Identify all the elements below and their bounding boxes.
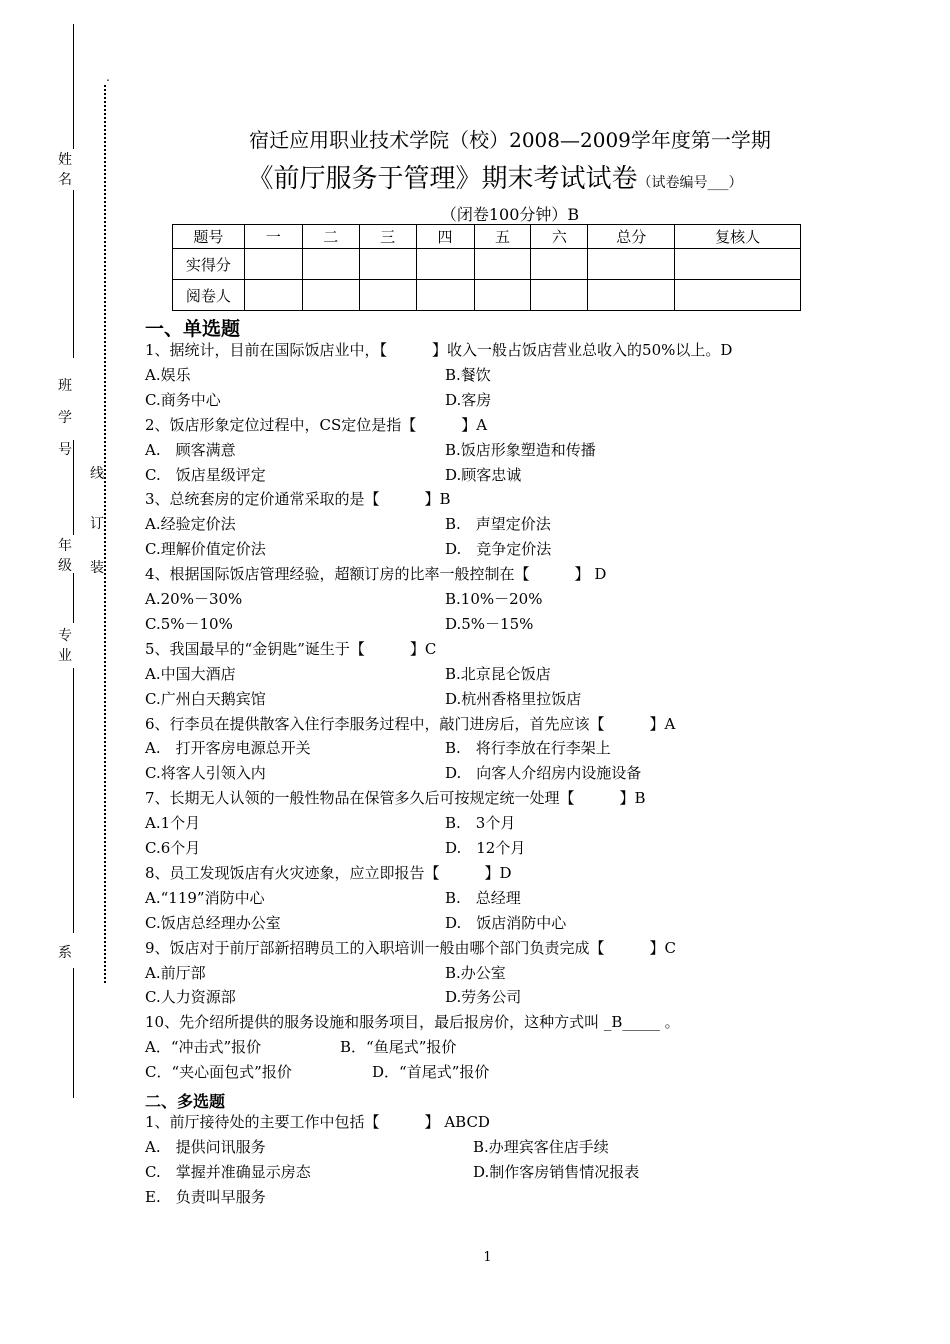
score-cell[interactable] [416,280,474,311]
score-cell[interactable] [302,280,359,311]
option: D.制作客房销售情况报表 [473,1162,640,1181]
option: D. 饭店消防中心 [445,913,567,932]
question-text: 7、长期无人认领的一般性物品在保管多久后可按规定统一处理【 】B [145,789,646,808]
option: B. 将行李放在行李架上 [445,739,611,758]
option: B.餐饮 [445,365,491,384]
vertical-char: 线 [90,466,104,482]
grade-label [56,538,74,574]
option: B.办理宾客住店手续 [473,1137,609,1156]
question-text: 9、饭店对于前厅部新招聘员工的入职培训一般由哪个部门负责完成【 】C [145,938,677,957]
paper-number: （试卷编号___） [637,175,743,191]
score-cell[interactable] [675,280,801,311]
score-header-cell: 题号 [173,225,245,249]
score-cell[interactable] [244,249,302,280]
score-cell[interactable] [244,280,302,311]
option: D.5%－15% [445,614,534,633]
option: D. 竞争定价法 [445,540,552,559]
vertical-char: 订 [90,516,104,532]
major-label [56,628,74,664]
score-cell[interactable] [531,280,588,311]
score-header-cell: 一 [244,225,302,249]
seal-char [88,466,106,482]
score-row-label: 阅卷人 [173,280,245,311]
option: B. 总经理 [445,888,521,907]
option: C. 掌握并准确显示房态 [145,1162,311,1181]
option: C. 饭店星级评定 [145,465,266,484]
question-text: 10、先介绍所提供的服务设施和服务项目，最后报房价，这种方式叫 _B_____ 。 [145,1013,680,1032]
dot-mark: . [106,70,110,84]
question-text: 2、饭店形象定位过程中，CS定位是指【 】A [145,415,488,434]
score-cell[interactable] [531,249,588,280]
option: C.饭店总经理办公室 [145,913,281,932]
question-text: 1、据统计，目前在国际饭店业中，【 】收入一般占饭店营业总收入的50%以上。D [145,341,733,359]
score-row-label: 实得分 [173,249,245,280]
seal-char [88,560,106,576]
score-header-cell: 二 [302,225,359,249]
option: B．“鱼尾式”报价 [340,1038,457,1057]
vertical-char: 业 [58,648,72,664]
option: B.办公室 [445,963,506,982]
option: C．“夹心面包式”报价 [145,1063,292,1082]
option: D.杭州香格里拉饭店 [445,689,582,708]
option: D．“首尾式”报价 [372,1063,490,1082]
binding-rule [73,968,74,1098]
option: A.中国大酒店 [145,664,236,683]
option: C.6个月 [145,839,201,857]
score-cell[interactable] [588,249,675,280]
option: A.前厅部 [145,963,206,982]
score-cell[interactable] [359,280,416,311]
score-header-cell: 复核人 [675,225,801,249]
dept-label [56,945,74,961]
option: B. 声望定价法 [445,515,551,534]
option: A.“119”消防中心 [145,888,265,907]
score-header-cell: 三 [359,225,416,249]
page-number: 1 [483,1250,492,1265]
option: A.经验定价法 [145,515,236,534]
option: B. 3个月 [445,814,516,833]
option: C.商务中心 [145,390,221,409]
score-header-cell: 总分 [588,225,675,249]
question-text: 4、根据国际饭店管理经验，超额订房的比率一般控制在【 】 D [145,565,607,584]
option: D. 向客人介绍房内设施设备 [445,764,642,783]
score-cell[interactable] [359,249,416,280]
question-text: 5、我国最早的“金钥匙”诞生于【 】C [145,639,437,658]
option: C.理解价值定价法 [145,540,266,559]
vertical-char: 班 [58,378,72,394]
option: D.客房 [445,390,492,409]
question-text: 6、行李员在提供散客入住行李服务过程中，敲门进房后，首先应该【 】A [145,714,676,733]
score-cell[interactable] [474,280,531,311]
option: B.北京昆仑饭店 [445,664,551,683]
option: A. 打开客房电源总开关 [145,739,311,758]
section-title: 一、单选题 [145,318,241,340]
class-label [56,378,74,458]
vertical-char: 号 [58,442,72,458]
vertical-char: 年 [58,538,72,554]
option: A.娱乐 [145,365,191,384]
binding-rule [73,668,74,933]
option: A.1个月 [145,814,201,833]
option: A．“冲击式”报价 [145,1038,262,1057]
option: B.10%－20% [445,590,543,608]
binding-rule [73,573,74,623]
option: D.顾客忠诚 [445,465,522,484]
option: D. 12个月 [445,839,526,857]
score-cell[interactable] [588,280,675,311]
section-title: 二、多选题 [145,1092,226,1111]
school-title: 宿迁应用职业技术学院（校）2008—2009学年度第一学期 [249,128,771,152]
question-text: 1、前厅接待处的主要工作中包括【 】 ABCD [145,1112,490,1131]
option: B.饭店形象塑造和传播 [445,440,596,459]
score-cell[interactable] [675,249,801,280]
option: A.20%－30% [145,590,243,608]
score-header-cell: 五 [474,225,531,249]
option: C.人力资源部 [145,988,236,1007]
score-header-cell: 四 [416,225,474,249]
score-cell[interactable] [474,249,531,280]
option: E. 负责叫早服务 [145,1187,266,1206]
vertical-char: 装 [90,560,104,576]
vertical-char: 级 [58,558,72,574]
score-cell[interactable] [302,249,359,280]
vertical-char: 系 [58,945,72,961]
score-cell[interactable] [416,249,474,280]
score-table [172,224,801,311]
vertical-char: 学 [58,410,72,426]
vertical-char: 姓 [58,152,72,168]
vertical-char: 专 [58,628,72,644]
option: A. 提供问讯服务 [145,1137,266,1156]
option: D.劳务公司 [445,988,522,1007]
option: C.将客人引领入内 [145,764,266,783]
exam-name: 《前厅服务于管理》期末考试试卷 [247,164,638,194]
option: C.广州白天鹅宾馆 [145,689,266,708]
exam-title [0,158,950,195]
question-text: 8、员工发现饭店有火灾迹象，应立即报告【 】D [145,863,512,882]
score-header-cell: 六 [531,225,588,249]
option: A. 顾客满意 [145,440,236,459]
question-text: 3、总统套房的定价通常采取的是【 】B [145,490,451,509]
vertical-char: 名 [58,172,72,188]
seal-char [88,516,106,532]
option: C.5%－10% [145,614,233,633]
exam-mode: （闭卷100分钟）B [440,205,580,224]
